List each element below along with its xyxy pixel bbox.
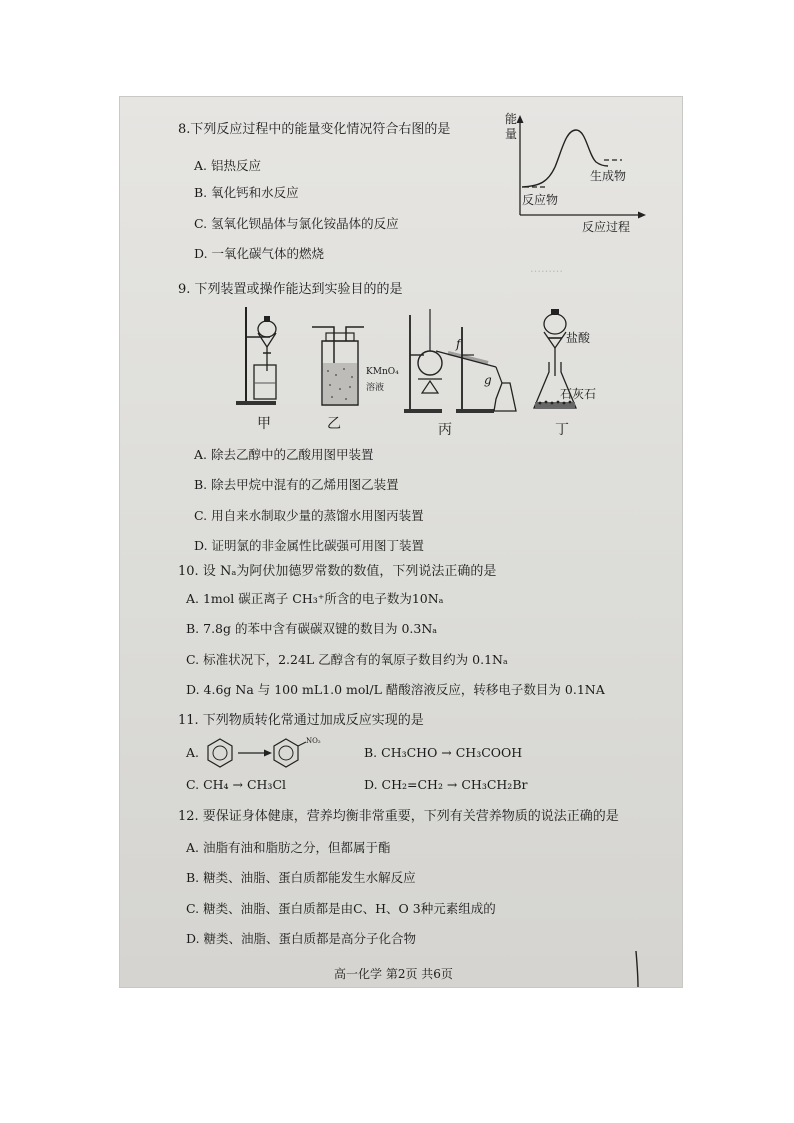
q9-option-d: D. 证明氯的非金属性比碳强可用图丁装置 xyxy=(194,538,425,553)
q11-option-b: B. CH₃CHO → CH₃COOH xyxy=(364,745,523,760)
q10-option-d: D. 4.6g Na 与 100 mL1.0 mol/L 醋酸溶液反应，转移电子数目为 0.1NA xyxy=(186,682,605,697)
energy-axis-label: 能量 xyxy=(505,112,518,141)
q8-option-b: B. 氧化钙和水反应 xyxy=(194,185,299,200)
q9-option-b: B. 除去甲烷中混有的乙烯用图乙装置 xyxy=(194,477,399,492)
q12-option-b: B. 糖类、油脂、蛋白质都能发生水解反应 xyxy=(186,870,416,885)
q12-option-a: A. 油脂有油和脂肪之分，但都属于酯 xyxy=(186,840,391,855)
q8-stem: 8.下列反应过程中的能量变化情况符合右图的是 xyxy=(178,122,451,137)
q9-option-a: A. 除去乙醇中的乙酸用图甲装置 xyxy=(194,447,374,462)
q8-option-d: D. 一氧化碳气体的燃烧 xyxy=(194,246,325,261)
no2-label: NO₂ xyxy=(306,737,321,745)
q11-stem: 11. 下列物质转化常通过加成反应实现的是 xyxy=(178,713,424,728)
q9-option-c: C. 用自来水制取少量的蒸馏水用图丙装置 xyxy=(194,508,424,523)
q12-option-c: C. 糖类、油脂、蛋白质都是由C、H、O 3种元素组成的 xyxy=(186,901,496,916)
q8-option-a: A. 铝热反应 xyxy=(194,158,261,173)
q10-option-a: A. 1mol 碳正离子 CH₃⁺所含的电子数为10Nₐ xyxy=(186,591,444,606)
bleed-through: ……… xyxy=(530,262,563,275)
reactant-label: 反应物 xyxy=(522,193,559,207)
page-footer: 高一化学 第2页 共6页 xyxy=(334,967,453,981)
q10-option-b: B. 7.8g 的苯中含有碳碳双键的数目为 0.3Nₐ xyxy=(186,621,438,636)
label-g: g xyxy=(484,373,492,387)
solution-label: 溶液 xyxy=(366,383,385,393)
label-jia: 甲 xyxy=(257,416,271,432)
label-f: f xyxy=(456,337,461,351)
q10-option-c: C. 标准状况下，2.24L 乙醇含有的氧原子数目约为 0.1Nₐ xyxy=(186,652,508,667)
energy-diagram xyxy=(500,112,650,232)
product-label: 生成物 xyxy=(590,169,627,183)
q11-option-c: C. CH₄ → CH₃Cl xyxy=(186,777,286,792)
pen-mark xyxy=(632,949,642,989)
kmno4-label: KMnO₄ xyxy=(366,367,399,377)
q9-stem: 9. 下列装置或操作能达到实验目的的是 xyxy=(178,282,403,297)
exam-page xyxy=(120,97,682,987)
label-yi: 乙 xyxy=(327,416,341,432)
q12-option-d: D. 糖类、油脂、蛋白质都是高分子化合物 xyxy=(186,931,417,946)
hcl-label: 盐酸 xyxy=(566,331,591,345)
apparatus-jia xyxy=(230,305,290,409)
apparatus-bing xyxy=(402,307,522,419)
label-ding: 丁 xyxy=(555,422,569,438)
q8-option-c: C. 氢氧化钡晶体与氯化铵晶体的反应 xyxy=(194,216,399,231)
reaction-process-label: 反应过程 xyxy=(582,220,631,234)
label-bing: 丙 xyxy=(438,422,452,438)
q10-stem: 10. 设 Nₐ为阿伏加德罗常数的数值，下列说法正确的是 xyxy=(178,564,497,579)
limestone-label: 石灰石 xyxy=(560,387,597,401)
q11-option-d: D. CH₂=CH₂ → CH₃CH₂Br xyxy=(364,777,528,792)
q11-option-a-label: A. xyxy=(186,745,200,760)
apparatus-yi xyxy=(308,319,372,411)
q12-stem: 12. 要保证身体健康，营养均衡非常重要，下列有关营养物质的说法正确的是 xyxy=(178,809,619,824)
